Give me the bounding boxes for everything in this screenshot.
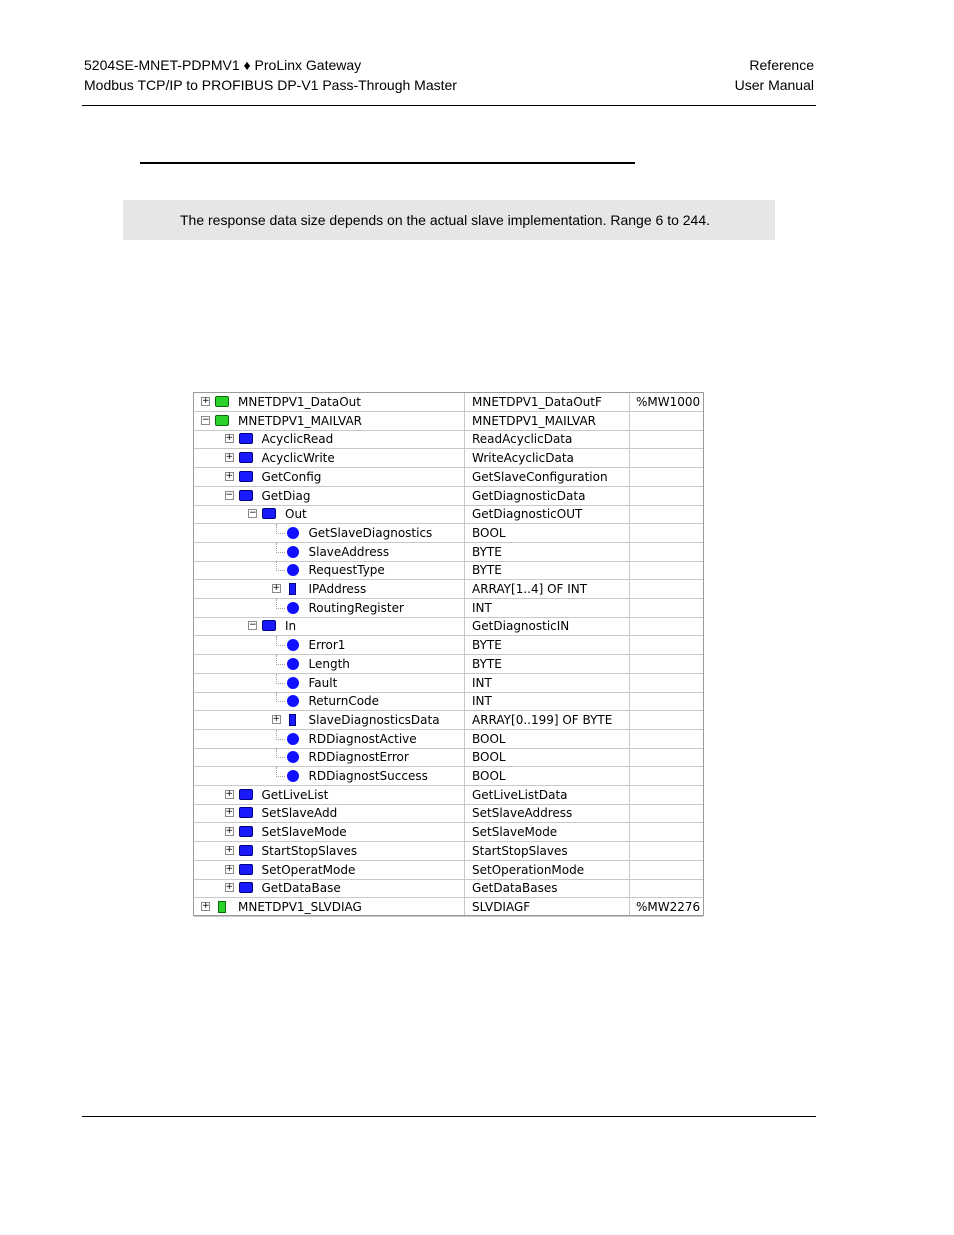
tree-row[interactable] xyxy=(194,786,703,805)
tree-row[interactable] xyxy=(194,599,703,618)
tree-row-type: GetLiveListData xyxy=(472,787,568,802)
tree-row-name: RDDiagnostError xyxy=(308,750,409,765)
structure-blue-icon xyxy=(239,882,253,893)
tree-row[interactable] xyxy=(194,468,703,487)
tree-row-address xyxy=(636,711,702,729)
tree-row[interactable] xyxy=(194,636,703,655)
structure-blue-icon xyxy=(239,490,253,501)
structure-blue-icon xyxy=(239,433,253,444)
tree-row[interactable] xyxy=(194,430,703,449)
expand-icon[interactable]: + xyxy=(225,788,234,799)
collapse-icon[interactable]: − xyxy=(202,414,210,425)
tree-row[interactable] xyxy=(194,543,703,562)
tree-row-name: In xyxy=(285,619,297,634)
tree-row-type: SLVDIAGF xyxy=(472,899,531,914)
tree-row-name-cell xyxy=(194,580,464,598)
tree-row-name: SetSlaveAdd xyxy=(261,806,338,821)
tree-row-address xyxy=(636,748,702,766)
tree-row-name: IPAddress xyxy=(308,582,367,596)
tree-row-name-cell xyxy=(194,898,464,916)
tree-row-name: Fault xyxy=(308,675,338,690)
expand-icon[interactable]: + xyxy=(202,396,210,406)
tree-row-name-cell xyxy=(194,487,464,505)
tree-row-name: GetConfig xyxy=(261,469,322,484)
array-icon xyxy=(289,583,296,595)
tree-row-name-cell xyxy=(194,412,464,430)
variable-tree-table xyxy=(193,392,704,916)
tree-row-address xyxy=(636,636,702,654)
tree-row-address xyxy=(636,561,702,579)
tree-row[interactable] xyxy=(194,804,703,823)
expand-icon[interactable]: + xyxy=(202,900,210,911)
element-dot-icon xyxy=(287,733,299,745)
tree-row-address xyxy=(636,449,702,467)
tree-row-type: BOOL xyxy=(472,750,506,765)
tree-row-name: RDDiagnostActive xyxy=(308,731,417,746)
tree-row[interactable] xyxy=(194,730,703,749)
collapse-icon[interactable]: − xyxy=(249,508,257,519)
tree-row-name-cell xyxy=(194,617,464,635)
tree-row[interactable] xyxy=(194,898,703,917)
element-dot-icon xyxy=(287,564,299,576)
tree-row-address xyxy=(636,543,702,561)
expand-icon[interactable]: + xyxy=(225,452,234,463)
tree-row-name-cell xyxy=(194,823,464,841)
structure-blue-icon xyxy=(239,826,253,837)
structure-blue-icon xyxy=(239,807,253,818)
expand-icon[interactable]: + xyxy=(225,433,234,444)
tree-connector xyxy=(276,730,285,740)
tree-row-name: RDDiagnostSuccess xyxy=(308,769,428,783)
tree-connector xyxy=(276,561,285,571)
expand-icon[interactable]: + xyxy=(272,713,281,724)
tree-connector xyxy=(276,599,285,609)
tree-row-type: BOOL xyxy=(472,769,506,783)
tree-row-name: MNETDPV1_SLVDIAG xyxy=(238,899,362,914)
tree-row-type: INT xyxy=(472,675,492,690)
structure-blue-icon xyxy=(239,864,253,875)
tree-row-name-cell xyxy=(194,674,464,692)
tree-row-type: GetDiagnosticOUT xyxy=(472,507,583,522)
tree-row-name: GetDataBase xyxy=(261,881,341,896)
tree-row-address xyxy=(636,730,702,748)
tree-row-name-cell xyxy=(194,599,464,617)
tree-row-address xyxy=(636,692,702,710)
tree-row-name: MNETDPV1_DataOut xyxy=(238,395,361,409)
tree-row-address xyxy=(636,430,702,448)
tree-row-name-cell xyxy=(194,748,464,766)
expand-icon[interactable]: + xyxy=(225,807,234,818)
tree-row[interactable] xyxy=(194,580,703,599)
tree-row-address xyxy=(636,580,702,598)
element-dot-icon xyxy=(287,602,299,614)
element-dot-icon xyxy=(287,639,299,651)
footer-divider xyxy=(82,1116,816,1117)
tree-row-name: AcyclicWrite xyxy=(261,451,335,466)
tree-row[interactable] xyxy=(194,674,703,693)
tree-row-type: ARRAY[0..199] OF BYTE xyxy=(472,712,613,727)
tree-row-type: INT xyxy=(472,600,492,615)
tree-row-name-cell xyxy=(194,505,464,523)
note-box xyxy=(123,200,775,240)
tree-row-name: RequestType xyxy=(308,563,385,578)
tree-row[interactable] xyxy=(194,823,703,842)
tree-row-name: StartStopSlaves xyxy=(261,843,358,858)
tree-row[interactable] xyxy=(194,748,703,767)
tree-row[interactable] xyxy=(194,692,703,711)
variable-green-icon xyxy=(218,901,226,913)
tree-connector xyxy=(276,543,285,553)
tree-row-type: ARRAY[1..4] OF INT xyxy=(472,582,588,596)
tree-row-address xyxy=(636,879,702,897)
collapse-icon[interactable]: − xyxy=(225,489,234,500)
tree-row-address: %MW1000 xyxy=(636,395,701,409)
tree-row[interactable] xyxy=(194,561,703,580)
expand-icon[interactable]: + xyxy=(225,844,234,855)
tree-row-type: GetDataBases xyxy=(472,881,558,896)
tree-row-address xyxy=(636,674,702,692)
tree-row-type: StartStopSlaves xyxy=(472,843,568,858)
folder-green-icon xyxy=(215,396,229,407)
expand-icon[interactable]: + xyxy=(225,863,234,874)
tree-row-name: Out xyxy=(285,507,307,522)
tree-row-address: %MW2276 xyxy=(636,899,701,914)
tree-row-name: GetDiag xyxy=(261,488,311,503)
element-dot-icon xyxy=(287,658,299,670)
structure-blue-icon xyxy=(262,620,276,631)
tree-row[interactable] xyxy=(194,449,703,468)
tree-row-type: SetSlaveMode xyxy=(472,825,558,840)
tree-row-type: BYTE xyxy=(472,638,502,653)
tree-connector xyxy=(276,636,285,646)
tree-row-name-cell xyxy=(194,692,464,710)
tree-row-address xyxy=(636,655,702,673)
folder-green-icon xyxy=(215,415,229,426)
tree-row-name-cell xyxy=(194,879,464,897)
tree-row-type: BYTE xyxy=(472,563,502,578)
tree-row[interactable] xyxy=(194,767,703,786)
structure-blue-icon xyxy=(239,789,253,800)
expand-icon[interactable]: + xyxy=(272,583,281,593)
header-subtitle: Modbus TCP/IP to PROFIBUS DP-V1 Pass-Through Master xyxy=(84,77,457,93)
tree-row-name-cell xyxy=(194,561,464,579)
tree-connector xyxy=(276,524,285,534)
structure-blue-icon xyxy=(239,471,253,482)
tree-row-address xyxy=(636,823,702,841)
tree-row-name-cell xyxy=(194,393,464,411)
note-text: The response data size depends on the actual slave implementation. Range 6 to 244. xyxy=(180,212,711,228)
tree-row-name-cell xyxy=(194,655,464,673)
tree-row-address xyxy=(636,505,702,523)
tree-row[interactable] xyxy=(194,861,703,880)
tree-row-type: GetSlaveConfiguration xyxy=(472,469,608,484)
array-icon xyxy=(289,714,296,726)
tree-row-address xyxy=(636,804,702,822)
tree-connector xyxy=(276,674,285,684)
tree-row-type: BYTE xyxy=(472,544,502,559)
tree-row-address xyxy=(636,617,702,635)
header-manual: User Manual xyxy=(734,77,814,93)
element-dot-icon xyxy=(287,546,299,558)
tree-row[interactable] xyxy=(194,655,703,674)
tree-row-name: Length xyxy=(308,656,350,671)
element-dot-icon xyxy=(287,751,299,763)
tree-row[interactable] xyxy=(194,879,703,898)
tree-connector xyxy=(276,655,285,665)
tree-row-type: ReadAcyclicData xyxy=(472,432,573,447)
tree-row-address xyxy=(636,468,702,486)
tree-row-address xyxy=(636,412,702,430)
tree-row-name: ReturnCode xyxy=(308,694,380,709)
tree-row-address xyxy=(636,767,702,785)
tree-row-type: GetDiagnosticData xyxy=(472,488,586,503)
tree-row[interactable] xyxy=(194,505,703,524)
tree-row-name: AcyclicRead xyxy=(261,432,334,447)
tree-row[interactable] xyxy=(194,711,703,730)
tree-row-name: SetOperatMode xyxy=(261,862,356,877)
header-right xyxy=(735,55,814,95)
tree-row-address xyxy=(636,524,702,542)
tree-row-name: Error1 xyxy=(308,638,346,653)
tree-row[interactable] xyxy=(194,524,703,543)
collapse-icon[interactable]: − xyxy=(249,620,257,631)
tree-row-name-cell xyxy=(194,730,464,748)
tree-row-name: RoutingRegister xyxy=(308,600,404,615)
structure-blue-icon xyxy=(239,452,253,463)
expand-icon[interactable]: + xyxy=(225,470,234,481)
tree-row-name: GetSlaveDiagnostics xyxy=(308,525,433,540)
header-divider xyxy=(82,105,816,106)
tree-row-type: INT xyxy=(472,694,492,709)
element-dot-icon xyxy=(287,677,299,689)
section-underline xyxy=(140,162,635,164)
structure-blue-icon xyxy=(262,508,276,519)
tree-row-name-cell xyxy=(194,786,464,804)
header-product: 5204SE-MNET-PDPMV1 ♦ ProLinx Gateway xyxy=(84,57,362,73)
tree-row[interactable] xyxy=(194,393,703,412)
tree-row-type: BOOL xyxy=(472,731,506,746)
element-dot-icon xyxy=(287,770,299,782)
tree-row-name: SlaveDiagnosticsData xyxy=(308,712,440,727)
tree-row-name-cell xyxy=(194,804,464,822)
element-dot-icon xyxy=(287,527,299,539)
tree-row-type: SetOperationMode xyxy=(472,862,585,877)
tree-row-name: MNETDPV1_MAILVAR xyxy=(238,413,363,428)
tree-row-name: SlaveAddress xyxy=(308,544,390,559)
tree-connector xyxy=(276,692,285,702)
tree-row-address xyxy=(636,786,702,804)
expand-icon[interactable]: + xyxy=(225,882,234,893)
tree-row-name-cell xyxy=(194,767,464,785)
tree-row-type: BOOL xyxy=(472,525,506,540)
tree-row-type: WriteAcyclicData xyxy=(472,451,574,466)
tree-connector xyxy=(276,748,285,758)
tree-row-type: MNETDPV1_DataOutF xyxy=(472,395,602,409)
expand-icon[interactable]: + xyxy=(225,826,234,837)
tree-row-type: BYTE xyxy=(472,656,502,671)
tree-row-name-cell xyxy=(194,636,464,654)
tree-row-address xyxy=(636,487,702,505)
structure-blue-icon xyxy=(239,845,253,856)
tree-row-type: GetDiagnosticIN xyxy=(472,619,570,634)
tree-row-address xyxy=(636,842,702,860)
tree-row-name-cell xyxy=(194,430,464,448)
tree-row-name-cell xyxy=(194,861,464,879)
tree-row-name-cell xyxy=(194,711,464,729)
tree-row-address xyxy=(636,861,702,879)
tree-row[interactable] xyxy=(194,842,703,861)
tree-row-type: MNETDPV1_MAILVAR xyxy=(472,413,597,428)
tree-row[interactable] xyxy=(194,617,703,636)
header-reference: Reference xyxy=(749,57,814,73)
tree-row-address xyxy=(636,599,702,617)
header-left xyxy=(84,55,457,95)
tree-row[interactable] xyxy=(194,487,703,506)
tree-row-name-cell xyxy=(194,842,464,860)
tree-row[interactable] xyxy=(194,412,703,431)
element-dot-icon xyxy=(287,695,299,707)
tree-connector xyxy=(276,767,285,777)
tree-row-name-cell xyxy=(194,524,464,542)
tree-row-name-cell xyxy=(194,468,464,486)
tree-row-name: GetLiveList xyxy=(261,787,329,802)
tree-row-type: SetSlaveAddress xyxy=(472,806,573,821)
tree-row-name: SetSlaveMode xyxy=(261,825,347,840)
tree-row-name-cell xyxy=(194,449,464,467)
tree-row-name-cell xyxy=(194,543,464,561)
